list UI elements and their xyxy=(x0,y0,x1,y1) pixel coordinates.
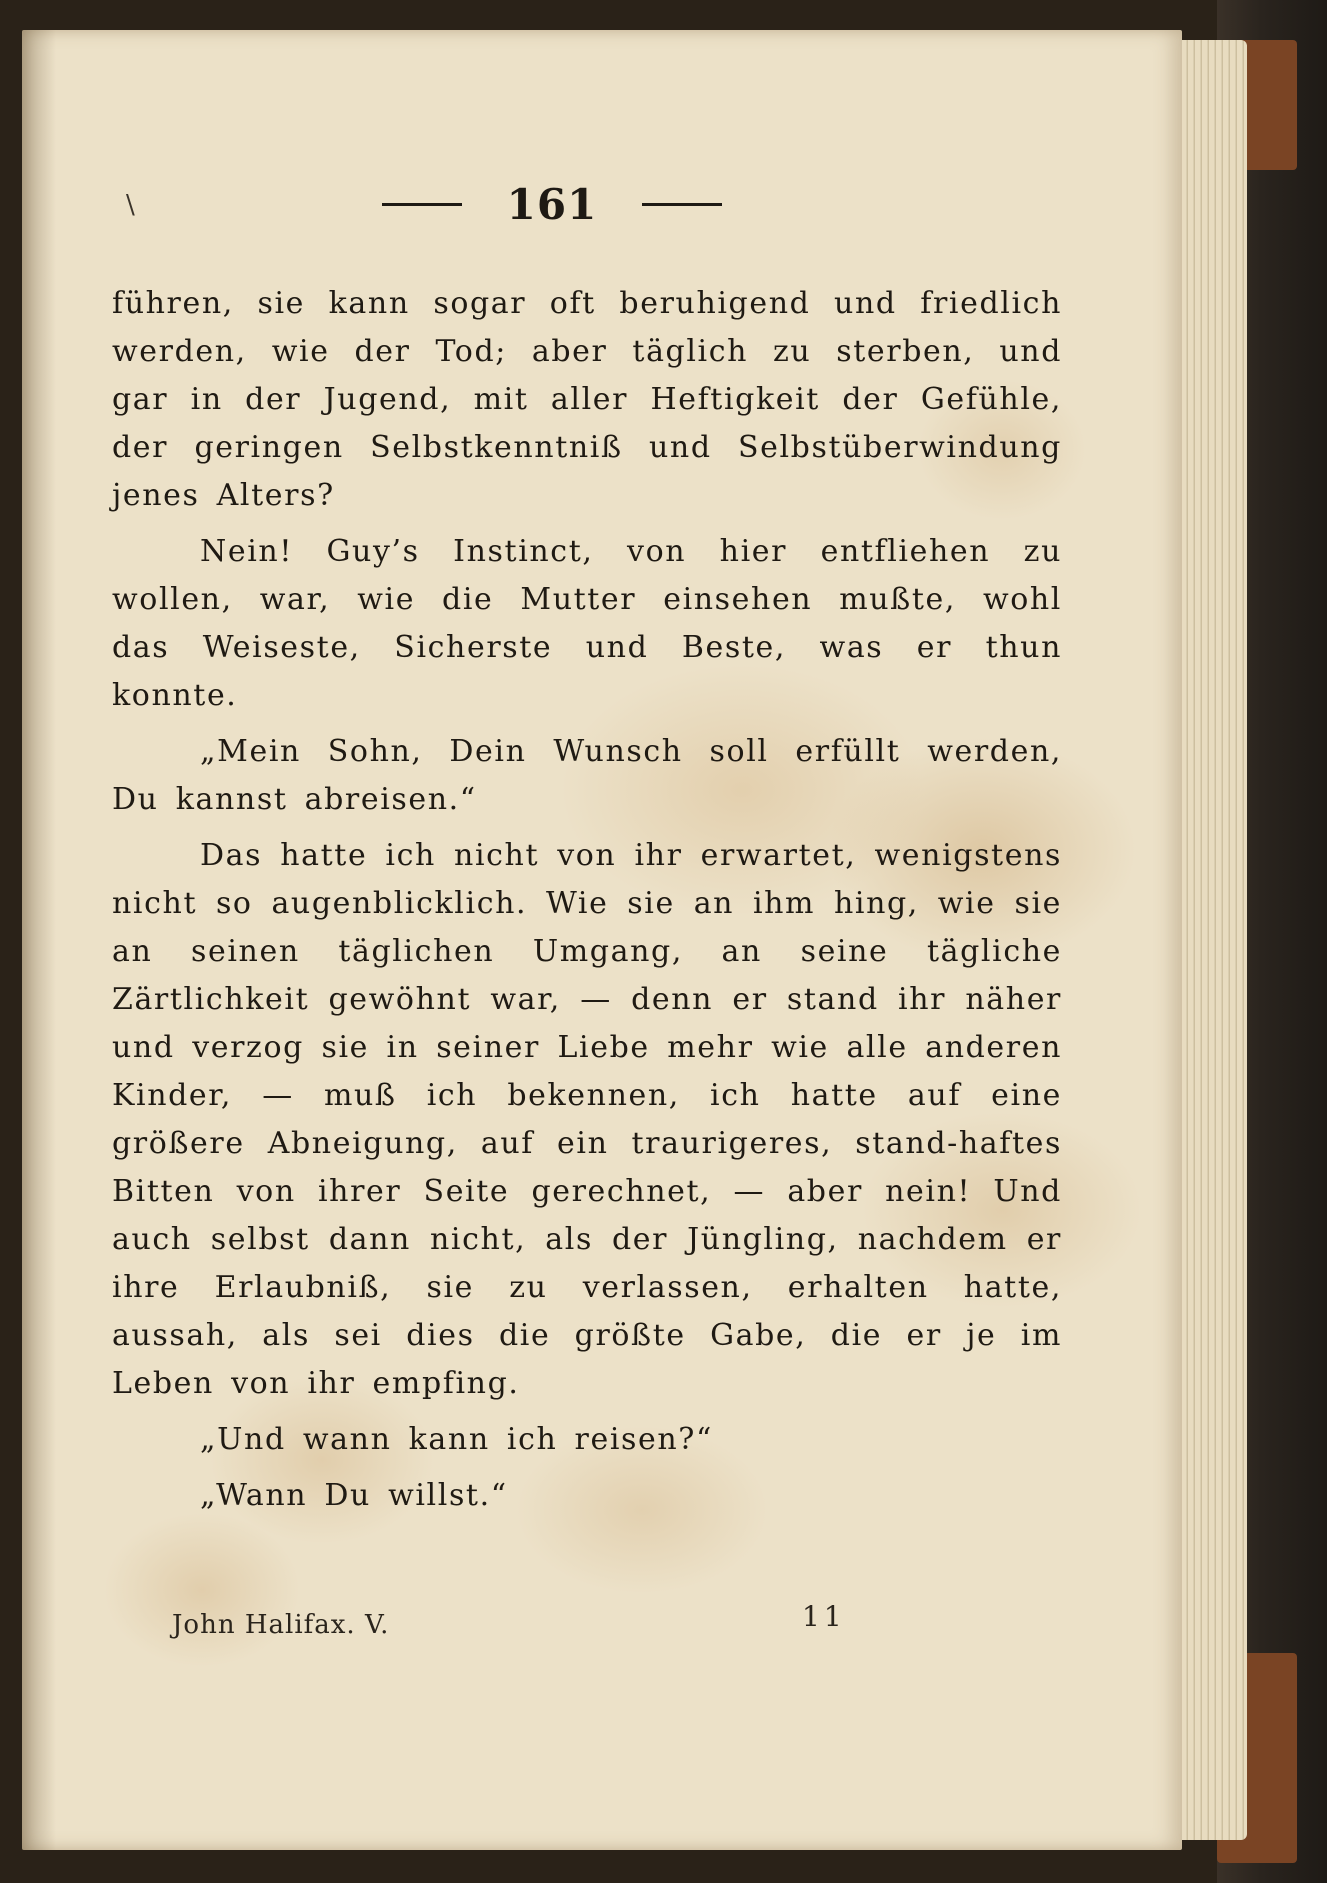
paragraph: Nein! Guy’s Instinct, von hier entfliehen zu wollen, war, wie die Mutter einsehen mußte, wohl das Weiseste, Sicherste und Beste, was er thun konnte. xyxy=(112,534,1062,713)
book-page xyxy=(22,30,1182,1850)
page-text xyxy=(112,280,1062,1528)
header-dash-left xyxy=(382,203,462,206)
margin-mark: \ xyxy=(126,190,135,220)
paragraph: führen, sie kann sogar oft beruhigend und friedlich werden, wie der Tod; aber täglich zu sterben, und gar in der Jugend, mit aller Heftigkeit der Gefühle, der geringen Selbstkenntniß und Selbstüberwindung jenes Alters? xyxy=(112,286,1062,513)
paragraph: „Und wann kann ich reisen?“ xyxy=(200,1422,713,1457)
page-number: 161 xyxy=(506,180,598,229)
paragraph: „Wann Du willst.“ xyxy=(200,1478,508,1513)
footer-signature: John Halifax. V. xyxy=(172,1610,390,1640)
gutter-shade xyxy=(22,30,56,1850)
paragraph: Das hatte ich nicht von ihr erwartet, wenigstens nicht so augenblicklich. Wie sie an ihm hing, wie sie an seinen täglichen Umgang, an seine tägliche Zärtlichkeit gewöhnt war, — denn er stand ihr näher und verzog sie in seiner Liebe mehr wie alle anderen Kinder, — muß ich bekennen, ich hatte auf eine größere Abneigung, auf ein traurigeres, stand-haftes Bitten von ihrer Seite gerechnet, — aber nein! Und auch selbst dann nicht, als der Jüngling, nachdem er ihre Erlaubniß, sie zu verlassen, erhalten hatte, aussah, als sei dies die größte Gabe, die er je im Leben von ihr empfing. xyxy=(112,838,1062,1401)
footer-sheet-mark: 11 xyxy=(802,1600,846,1633)
page-header xyxy=(22,180,1082,240)
header-dash-right xyxy=(642,203,722,206)
paragraph: „Mein Sohn, Dein Wunsch soll erfüllt werden, Du kannst abreisen.“ xyxy=(112,734,1062,817)
